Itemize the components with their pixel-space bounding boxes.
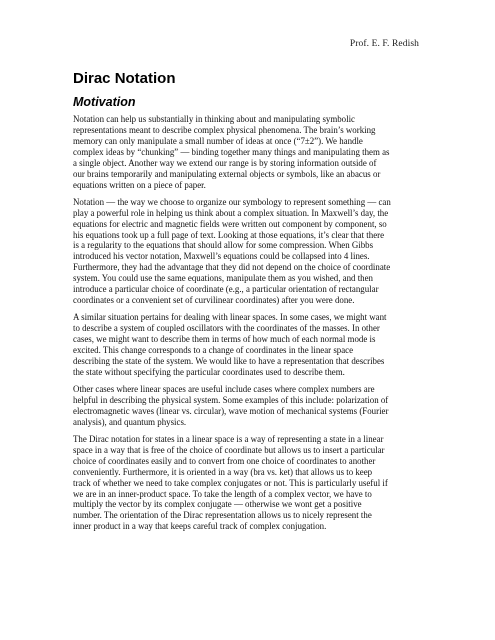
text-line: Notation — the way we choose to organize our symbology to represent something — can <box>73 196 391 207</box>
text-line: describing the state of the system. We would like to have a representation that describes <box>73 356 385 367</box>
paragraph <box>73 384 425 428</box>
text-line: introduced his vector notation, Maxwell’s equations could be collapsed into 4 lines. <box>73 251 370 262</box>
text-line: multiply the vector by its complex conjugate — otherwise we wont get a positive <box>73 499 362 510</box>
text-line: complex ideas by “chunking” — binding together many things and manipulating them as <box>73 146 390 157</box>
text-line: analysis), and quantum physics. <box>73 416 187 427</box>
text-line: conveniently. Furthermore, it is oriented in a way (bra vs. ket) that allows us to keep <box>73 466 373 477</box>
text-line: memory can only manipulate a small number of ideas at once (“7±2”). We handle <box>73 135 363 146</box>
paragraph <box>73 434 425 533</box>
text-line: Furthermore, they had the advantage that they did not depend on the choice of coordinate <box>73 262 391 273</box>
text-line: excited. This change corresponds to a change of coordinates in the linear space <box>73 345 354 356</box>
paragraph <box>73 114 425 191</box>
text-line: inner product in a way that keeps careful track of complex conjugation. <box>73 521 327 532</box>
text-line: we are in an inner-product space. To take the length of a complex vector, we have to <box>73 488 372 499</box>
text-line: space in a way that is free of the choice of coordinate but allows us to insert a particular <box>73 444 385 455</box>
text-line: cases, we might want to describe them in terms of how much of each normal mode is <box>73 334 376 345</box>
text-line: The Dirac notation for states in a linear space is a way of representing a state in a linear <box>73 433 384 444</box>
paragraph <box>73 197 425 307</box>
document-body <box>73 114 425 538</box>
text-line: Other cases where linear spaces are useful include cases where complex numbers are <box>73 383 375 394</box>
text-line: play a powerful role in helping us think about a complex situation. In Maxwell’s day, the <box>73 207 389 218</box>
text-line: equations written on a piece of paper. <box>73 179 206 190</box>
text-line: Notation can help us substantially in thinking about and manipulating symbolic <box>73 114 355 124</box>
paragraph <box>73 312 425 378</box>
text-line: our brains temporarily and manipulating external objects or symbols, like an abacus or <box>73 168 381 179</box>
text-line: is a regularity to the equations that should allow for some compression. When Gibbs <box>73 240 374 251</box>
text-line: to describe a system of coupled oscillators with the coordinates of the masses. In other <box>73 323 380 334</box>
text-line: his equations took up a full page of text. Looking at those equations, it’s clear that there <box>73 229 385 240</box>
document-title: Dirac Notation <box>73 70 176 87</box>
text-line: introduce a particular choice of coordinate (e.g., a particular orientation of rectangular <box>73 284 379 295</box>
text-line: representations meant to describe complex physical phenomena. The brain’s working <box>73 124 376 135</box>
text-line: system. You could use the same equations, manipulate them as you wished, and then <box>73 273 373 284</box>
text-line: electromagnetic waves (linear vs. circular), wave motion of mechanical systems (Fourier <box>73 405 389 416</box>
text-line: equations for electric and magnetic fields were written out component by component, so <box>73 218 387 229</box>
text-line: number. The orientation of the Dirac representation allows us to nicely represent the <box>73 510 372 521</box>
text-line: choice of coordinates easily and to convert from one choice of coordinates to another <box>73 455 376 466</box>
text-line: coordinates or a convenient set of curvilinear coordinates) after you were done. <box>73 295 355 306</box>
text-line: the state without specifying the particular coordinates used to describe them. <box>73 366 345 377</box>
section-heading: Motivation <box>73 95 136 109</box>
text-line: track of whether we need to take complex conjugates or not. This is particularly useful if <box>73 477 388 488</box>
text-line: helpful in describing the physical system. Some examples of this include: polarization of <box>73 394 389 405</box>
text-line: A similar situation pertains for dealing with linear spaces. In some cases, we might want <box>73 312 387 323</box>
author-header: Prof. E. F. Redish <box>349 39 419 49</box>
text-line: a single object. Another way we extend our range is by storing information outside of <box>73 157 377 168</box>
